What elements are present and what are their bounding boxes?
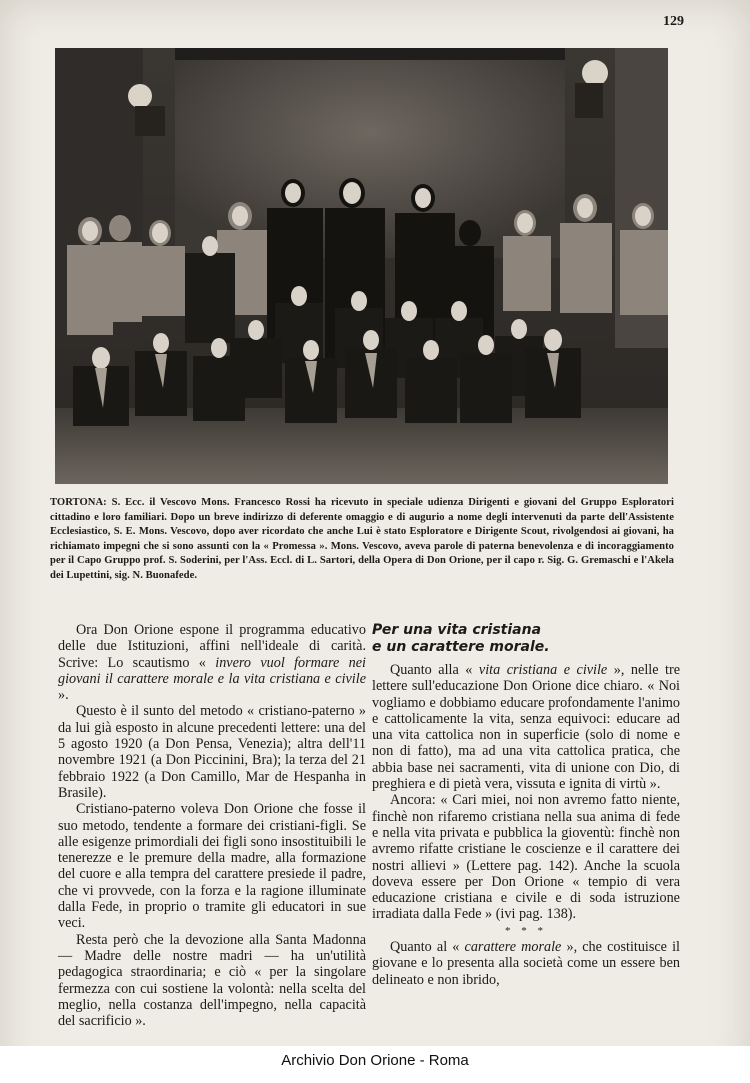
section-heading-line-1: Per una vita cristiana (372, 622, 542, 638)
left-paragraph-1-italic: invero vuol formare nei giovani il carattere morale e la vita cristiana e civile (58, 654, 366, 687)
right-paragraph-3-italic: carattere morale (464, 939, 562, 956)
section-heading-line-2: e un carattere morale. (372, 639, 550, 655)
group-photo-icon (55, 48, 668, 484)
section-heading (372, 622, 680, 656)
page-number: 129 (663, 14, 684, 29)
right-paragraph-1: Quanto alla « vita cristiana e civile », nelle tre lettere sull'educazione Don Orione dice chiaro. « Noi vogliamo e dobbiamo educare profondamente l'animo e cattolicamente la vita, senza equivoci: educare ad una vita cattolica non in superficie (solo di nome e non di fatto), ma ad una vita cattolica pratica, che abbia base nei sacramenti, vita di unione con Dio, di preghiera e di pietà vera, vissuta e ignita di virtù ». (372, 662, 680, 793)
right-paragraph-2: Ancora: « Cari miei, noi non avremo fatto niente, finchè non rifaremo cristiana nella sua anima di fede e nella vita privata e pubblica la gioventù: finchè non avremo rifatte cristiane le coscienze e il carattere dei nostri allievi » (Lettere pag. 142). Anche la scuola doveva essere per Don Orione « tempio di vera educazione cristiana e civile e di soda istruzione irradiata dalla Fede » (ivi pag. 138). (372, 792, 680, 923)
photo-caption (50, 496, 674, 584)
left-paragraph-1: Ora Don Orione espone il programma educativo delle due Istituzioni, affini nell'ideale di carità. Scrive: Lo scautismo « invero vuol formare nei giovani il carattere morale e la vita cristiana e civile ». (58, 622, 366, 704)
right-column (372, 622, 680, 988)
group-photo (55, 48, 668, 484)
left-paragraph-2: Questo è il sunto del metodo « cristiano-paterno » da lui già esposto in alcune precedenti lettere: una del 5 agosto 1920 (a Don Pensa, Venezia); altra dell'11 novembre 1921 (a Don Piccinini, Bra); la terza del 21 febbraio 1922 (a Don Camillo, Mar de Hespanha in Brasile). (58, 703, 366, 801)
left-paragraph-3: Cristiano-paterno voleva Don Orione che fosse il suo metodo, tendente a formare dei cristiani-figli. Se alle esigenze primordiali dei figli sono insostituibili le tenerezze e le premure della madre, alla formazione del cuore e alla tempra del carattere presiede il padre, che vi provvede, con la forza e la ragione illuminate dalla Fede, in proprio o tramite gli educatori in sue veci. (58, 801, 366, 932)
caption-place: TORTONA: (50, 497, 107, 508)
right-paragraph-1-italic: vita cristiana e civile (478, 662, 608, 678)
left-paragraph-4: Resta però che la devozione alla Santa Madonna — Madre delle nostre madri — ha un'utilità pedagogica straordinaria; e ciò « per la singolare fermezza con cui sostiene la volontà: nella scelta del meglio, nella costanza dell'impegno, nella capacità del sacrificio ». (58, 931, 366, 1030)
caption-text: S. Ecc. il Vescovo Mons. Francesco Rossi ha ricevuto in speciale udienza Dirigenti e giovani del Gruppo Esploratori cittadino e loro familiari. Dopo un breve indirizzo di deferente omaggio e di augurio a nome degli intervenuti da parte dell'Assistente Ecclesiastico, S. E. Mons. Vescovo, dopo aver ricordato che anche Lui è stato Esploratore e Dirigente Scout, rivolgendosi ai giovani, ha richiamato impegni che si sono assunti con la « Promessa ». Mons. Vescovo, aveva parole di paterna benevolenza e di incoraggiamento per il Capo Gruppo prof. S. Soderini, per l'Ass. Eccl. di L. Sartori, della Opera di Don Orione, per il capo r. Sig. G. Gremaschi e l'Akela dei Lupettini, sig. N. Buonafede. (50, 497, 674, 581)
right-paragraph-3: Quanto al « carattere morale », che costituisce il giovane e lo presenta alla società come un essere ben delineato e non ibrido, (372, 939, 681, 988)
section-separator: * * * (505, 924, 547, 937)
left-column (58, 622, 366, 1029)
archive-footer: Archivio Don Orione - Roma (281, 1052, 469, 1069)
